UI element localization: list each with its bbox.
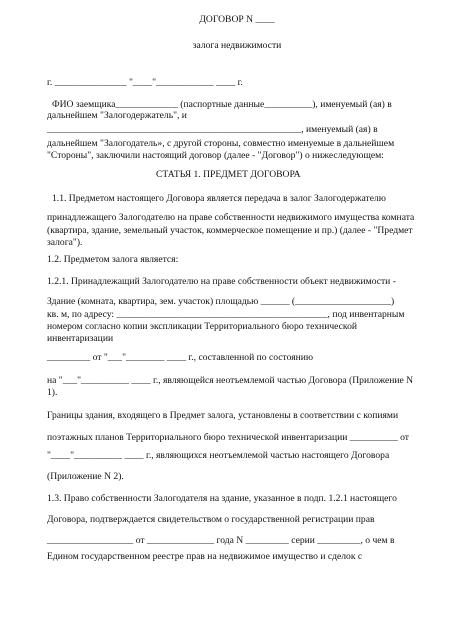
preamble-line: дальнейшем "Залогодатель», с другой стороны, совместно именуемые в дальнейшем bbox=[47, 138, 395, 149]
place-date-line: г. _______________ "____"____________ ____ г. bbox=[47, 77, 243, 88]
clause-1-1-line: принадлежащего Залогодателю на праве собственности недвижимого имущества комната bbox=[47, 212, 415, 223]
clause-1-2-1-line: инвентаризации bbox=[47, 333, 114, 344]
clause-1-2-1-line: номером согласно копии экспликации Территориального бюро технической bbox=[47, 321, 358, 332]
clause-1-2-1-line: Здание (комната, квартира, зем. участок) площадью ______ (____________________) bbox=[47, 296, 395, 307]
clause-1-2-1-line: _________ от "___"________ ____ г., составленной по состоянию bbox=[47, 352, 314, 363]
article-heading: СТАТЬЯ 1. ПРЕДМЕТ ДОГОВОРА bbox=[156, 169, 301, 180]
boundaries-line: "____"__________ ____ г., являющихся неотъемлемой частью настоящего Договора bbox=[47, 450, 390, 461]
preamble-line: _____________________________________________________, именуемый (ая) в bbox=[47, 124, 378, 135]
clause-1-1-line: (квартира, здание, земельный участок, коммерческое помещение и пр.) (далее - "Предмет bbox=[47, 225, 413, 236]
clause-1-3-line: 1.3. Право собственности Залогодателя на здание, указанное в подп. 1.2.1 настоящего bbox=[47, 493, 397, 504]
boundaries-line: Границы здания, входящего в Предмет залога, установлены в соответствии с копиями bbox=[47, 410, 399, 421]
clause-1-2-1-line: 1). bbox=[47, 387, 58, 398]
clause-1-2-1-line: кв. м, по адресу: ____________________________________________, под инвентарным bbox=[47, 309, 405, 320]
preamble-line: дальнейшем "Залогодержатель", и bbox=[47, 110, 187, 121]
preamble-line: ФИО заемщика_____________ (паспортные данные__________), именуемый (ая) в bbox=[52, 99, 392, 110]
clause-1-2: 1.2. Предметом залога является: bbox=[47, 254, 179, 265]
boundaries-line: поэтажных планов Территориального бюро технической инвентаризации __________ от bbox=[47, 432, 410, 443]
clause-1-3-line: Едином государственном реестре прав на недвижимое имущество и сделок с bbox=[47, 551, 363, 562]
preamble-line: "Стороны", заключили настоящий договор (далее - "Договор") о нижеследующем: bbox=[47, 150, 384, 161]
clause-1-3-line: __________________ от ______________ года N _________ серии _________, о чем в bbox=[47, 535, 395, 546]
clause-1-2-1-line: 1.2.1. Принадлежащий Залогодателю на праве собственности объект недвижимости - bbox=[47, 276, 396, 287]
clause-1-3-line: Договора, подтверждается свидетельством о государственной регистрации прав bbox=[47, 514, 375, 525]
document-subtitle: залога недвижимости bbox=[192, 40, 282, 51]
clause-1-1-line: залога"). bbox=[47, 237, 83, 248]
clause-1-1-line: 1.1. Предметом настоящего Договора является передача в залог Залогодержателю bbox=[52, 193, 386, 204]
clause-1-2-1-line: на "___"__________ ____ г., являющейся неотъемлемой частью Договора (Приложение N bbox=[47, 375, 414, 386]
boundaries-line: (Приложение N 2). bbox=[47, 471, 124, 482]
document-title: ДОГОВОР N ____ bbox=[199, 14, 275, 25]
